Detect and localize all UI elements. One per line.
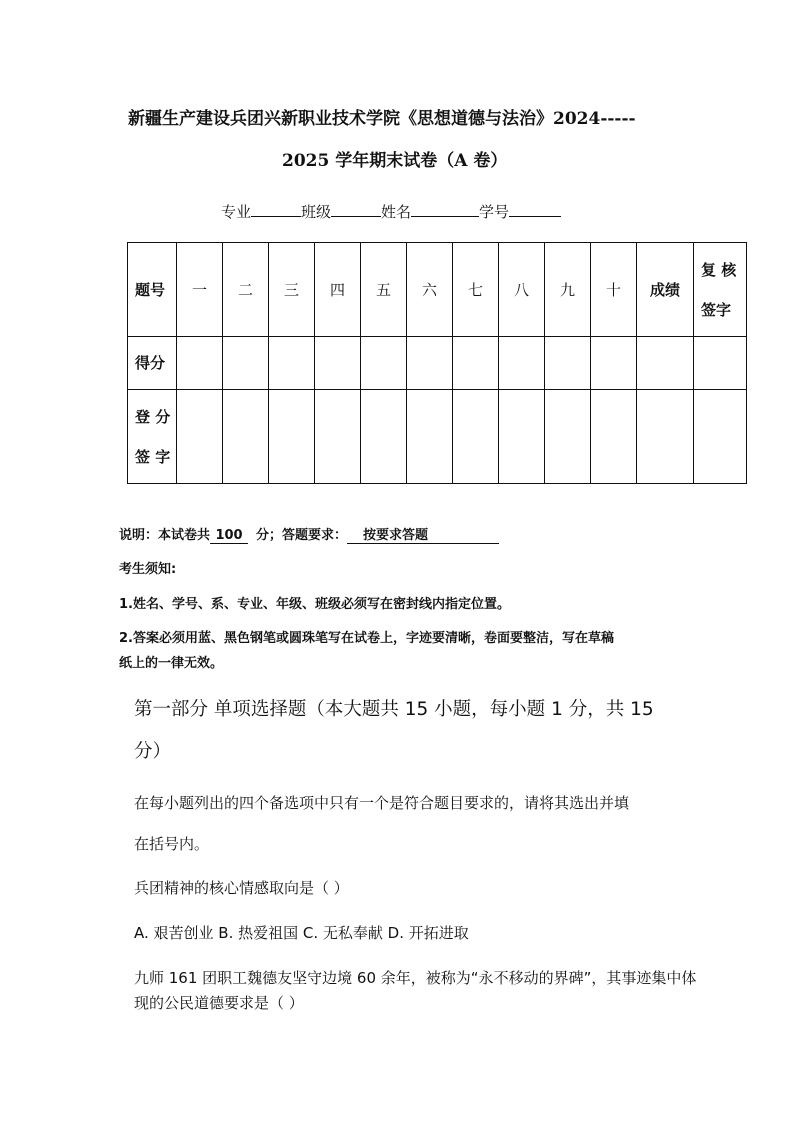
- instructions-middle: 分；答题要求：: [256, 528, 348, 543]
- sign-row-label: [128, 390, 177, 484]
- section-heading-line1: 第一部分 单项选择题（本大题共 15 小题，每小题 1 分，共 15: [134, 699, 654, 720]
- exam-title-line2: 2025 学年期末试卷（A 卷）: [282, 151, 508, 171]
- col-9: 九: [545, 243, 591, 337]
- score-cell[interactable]: [269, 337, 315, 390]
- sign-cell[interactable]: [453, 390, 499, 484]
- student-info-line: [221, 201, 561, 222]
- score-cell[interactable]: [223, 337, 269, 390]
- col-1: 一: [177, 243, 223, 337]
- sign-cell[interactable]: [694, 390, 747, 484]
- review-line1: 复 核: [701, 260, 737, 279]
- col-3: 三: [269, 243, 315, 337]
- score-cell[interactable]: [499, 337, 545, 390]
- sign-cell[interactable]: [315, 390, 361, 484]
- sign-row: [128, 390, 747, 484]
- major-label: 专业: [221, 203, 252, 221]
- sign-cell[interactable]: [177, 390, 223, 484]
- col-review: [694, 243, 747, 337]
- sign-cell[interactable]: [269, 390, 315, 484]
- section-desc-line2: 在括号内。: [134, 835, 210, 853]
- major-field[interactable]: [251, 202, 301, 217]
- instructions-prefix: 说明：本试卷共: [119, 528, 211, 543]
- score-cell[interactable]: [545, 337, 591, 390]
- score-cell[interactable]: [453, 337, 499, 390]
- header-label: 题号: [128, 243, 177, 337]
- sign-label-line2: 签 字: [135, 447, 171, 466]
- section-heading-line2: 分）: [134, 741, 172, 762]
- table-header-row: [128, 243, 747, 337]
- total-score: 100: [210, 528, 248, 544]
- score-table: [127, 242, 747, 484]
- col-total: 成绩: [637, 243, 694, 337]
- notice-item-2-line1: 2.答案必须用蓝、黑色钢笔或圆珠笔写在试卷上，字迹要清晰，卷面要整洁，写在草稿: [119, 631, 614, 646]
- notice-title: 考生须知:: [119, 562, 177, 577]
- score-row-label: 得分: [128, 337, 177, 390]
- sign-cell[interactable]: [223, 390, 269, 484]
- sign-cell[interactable]: [407, 390, 453, 484]
- question-2-stem-line1: 九师 161 团职工魏德友坚守边境 60 余年，被称为“永不移动的界碑”，其事迹集中体: [134, 969, 697, 987]
- sign-cell[interactable]: [591, 390, 637, 484]
- col-6: 六: [407, 243, 453, 337]
- col-10: 十: [591, 243, 637, 337]
- score-cell[interactable]: [361, 337, 407, 390]
- score-cell[interactable]: [694, 337, 747, 390]
- name-field[interactable]: [411, 202, 479, 217]
- section-desc-line1: 在每小题列出的四个备选项中只有一个是符合题目要求的，请将其选出并填: [134, 794, 630, 812]
- question-1-options: A. 艰苦创业 B. 热爱祖国 C. 无私奉献 D. 开拓进取: [134, 924, 469, 942]
- col-7: 七: [453, 243, 499, 337]
- score-cell[interactable]: [177, 337, 223, 390]
- score-cell[interactable]: [591, 337, 637, 390]
- question-1-stem: 兵团精神的核心情感取向是（ ）: [134, 879, 349, 897]
- review-line2: 签字: [701, 300, 732, 319]
- exam-title-line1: 新疆生产建设兵团兴新职业技术学院《思想道德与法治》2024-----: [128, 109, 636, 129]
- student-id-field[interactable]: [509, 202, 561, 217]
- score-cell[interactable]: [407, 337, 453, 390]
- question-2-stem-line2: 现的公民道德要求是（ ）: [134, 994, 304, 1012]
- sign-cell[interactable]: [637, 390, 694, 484]
- name-label: 姓名: [381, 203, 412, 221]
- score-cell[interactable]: [315, 337, 361, 390]
- class-field[interactable]: [331, 202, 381, 217]
- notice-item-1: 1.姓名、学号、系、专业、年级、班级必须写在密封线内指定位置。: [119, 597, 510, 612]
- sign-label-line1: 登 分: [135, 407, 171, 426]
- col-2: 二: [223, 243, 269, 337]
- col-8: 八: [499, 243, 545, 337]
- student-id-label: 学号: [479, 203, 510, 221]
- score-row: [128, 337, 747, 390]
- sign-cell[interactable]: [545, 390, 591, 484]
- sign-cell[interactable]: [361, 390, 407, 484]
- notice-item-2-line2: 纸上的一律无效。: [119, 656, 224, 671]
- class-label: 班级: [301, 203, 332, 221]
- score-cell[interactable]: [637, 337, 694, 390]
- col-5: 五: [361, 243, 407, 337]
- sign-cell[interactable]: [499, 390, 545, 484]
- answer-requirement: 按要求答题: [347, 524, 499, 544]
- exam-instructions: [119, 524, 499, 544]
- col-4: 四: [315, 243, 361, 337]
